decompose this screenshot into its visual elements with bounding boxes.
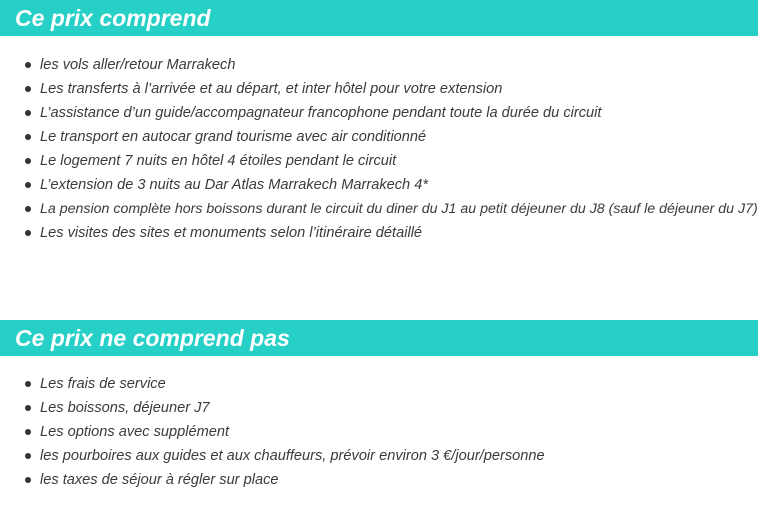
list-item — [0, 420, 758, 444]
included-list — [0, 53, 758, 245]
list-item-text: les pourboires aux guides et aux chauffeurs, prévoir environ 3 €/jour/personne — [40, 448, 545, 464]
bullet-icon — [25, 381, 31, 387]
list-item — [0, 396, 758, 420]
bullet-icon — [25, 62, 31, 68]
excluded-section-title: Ce prix ne comprend pas — [0, 320, 758, 356]
list-item — [0, 101, 758, 125]
list-item — [0, 125, 758, 149]
list-item — [0, 444, 758, 468]
bullet-icon — [25, 182, 31, 188]
list-item-text: les taxes de séjour à régler sur place — [40, 472, 279, 488]
list-item — [0, 149, 758, 173]
bullet-icon — [25, 110, 31, 116]
bullet-icon — [25, 206, 31, 212]
list-item-text: Le transport en autocar grand tourisme avec air conditionné — [40, 129, 427, 145]
list-item-text: Les options avec supplément — [40, 424, 230, 440]
list-item-text: L’extension de 3 nuits au Dar Atlas Marrakech Marrakech 4* — [40, 177, 429, 193]
list-item-text: Les transferts à l’arrivée et au départ, et inter hôtel pour votre extension — [40, 81, 503, 97]
bullet-icon — [25, 429, 31, 435]
list-item — [0, 197, 758, 221]
list-item-text: Les visites des sites et monuments selon l’itinéraire détaillé — [40, 225, 423, 241]
list-item — [0, 221, 758, 245]
excluded-list — [0, 372, 758, 492]
included-section-title: Ce prix comprend — [0, 0, 758, 36]
list-item — [0, 53, 758, 77]
list-item — [0, 77, 758, 101]
list-item-text: La pension complète hors boissons durant le circuit du diner du J1 au petit déjeuner du J8 (sauf le déjeuner du J7) — [40, 201, 758, 217]
bullet-icon — [25, 477, 31, 483]
list-item-text: les vols aller/retour Marrakech — [40, 57, 236, 73]
list-item-text: Le logement 7 nuits en hôtel 4 étoiles pendant le circuit — [40, 153, 397, 169]
bullet-icon — [25, 86, 31, 92]
list-item-text: Les frais de service — [40, 376, 166, 392]
bullet-icon — [25, 405, 31, 411]
list-item — [0, 468, 758, 492]
bullet-icon — [25, 134, 31, 140]
list-item — [0, 173, 758, 197]
list-item-text: L’assistance d’un guide/accompagnateur francophone pendant toute la durée du circuit — [40, 105, 602, 121]
bullet-icon — [25, 158, 31, 164]
bullet-icon — [25, 453, 31, 459]
list-item-text: Les boissons, déjeuner J7 — [40, 400, 210, 416]
list-item — [0, 372, 758, 396]
bullet-icon — [25, 230, 31, 236]
